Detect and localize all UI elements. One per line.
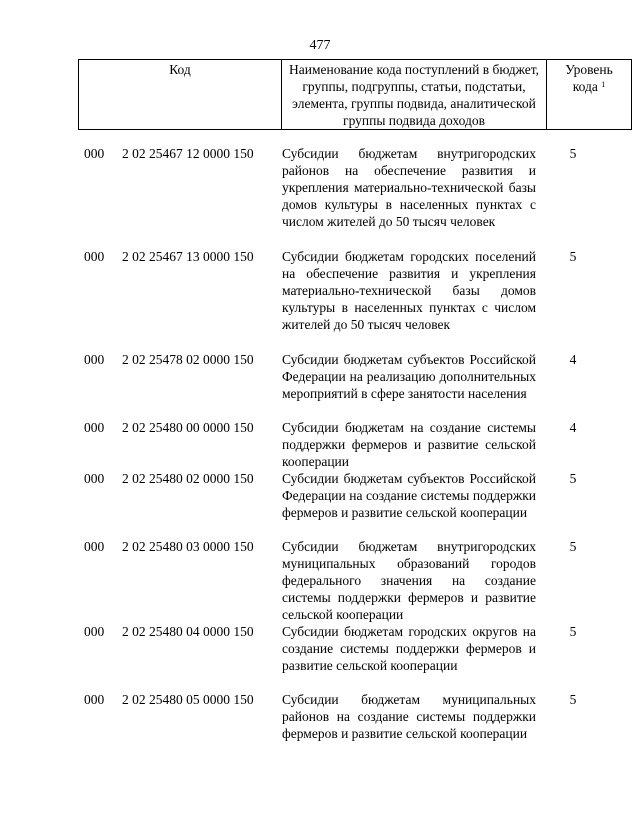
admin-code: 000: [84, 539, 105, 554]
code-level: 5: [569, 249, 577, 264]
income-name: Субсидии бюджетам городских округов на создание системы поддержки фермеров и развитие сельской кооперации: [282, 624, 536, 673]
table-row: [78, 623, 610, 691]
income-name: Субсидии бюджетам субъектов Российской Федерации на реализацию дополнительных мероприятий в сфере занятости населения: [282, 352, 536, 401]
table-row: [78, 419, 610, 470]
table-row: [78, 470, 610, 538]
admin-code: 000: [84, 471, 105, 486]
income-code: 2 02 25478 02 0000 150: [122, 352, 254, 367]
header-level: [547, 60, 632, 130]
admin-code: 000: [84, 692, 105, 707]
table-header: [78, 59, 632, 130]
income-name: Субсидии бюджетам городских поселений на обеспечение развития и укрепления материально-технической базы домов культуры в населенных пунктах с числом жителей до 50 тысяч человек: [282, 249, 536, 332]
code-level: 5: [569, 471, 577, 486]
code-level: 4: [569, 352, 577, 367]
income-name: Субсидии бюджетам внутригородских районов на обеспечение развития и укрепления материально-технической базы домов культуры в населенных пунктах с числом жителей до 50 тысяч человек: [282, 146, 536, 229]
table-row: [78, 145, 610, 248]
code-level: 5: [569, 146, 577, 161]
header-level-footnote: 1: [601, 80, 606, 89]
income-name: Субсидии бюджетам на создание системы поддержки фермеров и развитие сельской кооперации: [282, 420, 536, 469]
table-body: [78, 145, 610, 759]
admin-code: 000: [84, 249, 105, 264]
income-code: 2 02 25480 04 0000 150: [122, 624, 254, 639]
income-code: 2 02 25480 02 0000 150: [122, 471, 254, 486]
code-level: 5: [569, 692, 577, 707]
table-row: [78, 351, 610, 419]
admin-code: 000: [84, 420, 105, 435]
header-code: Код: [79, 60, 282, 130]
page-number: 477: [309, 38, 331, 53]
table-row: [78, 538, 610, 623]
code-level: 4: [569, 420, 577, 435]
code-level: 5: [569, 539, 577, 554]
header-level-label: Уровень кода: [565, 62, 613, 94]
code-level: 5: [569, 624, 577, 639]
admin-code: 000: [84, 352, 105, 367]
income-code: 2 02 25467 12 0000 150: [122, 146, 254, 161]
table-row: [78, 248, 610, 351]
admin-code: 000: [84, 624, 105, 639]
income-code: 2 02 25480 00 0000 150: [122, 420, 254, 435]
income-name: Субсидии бюджетам субъектов Российской Федерации на создание системы поддержки фермеров и развитие сельской кооперации: [282, 471, 536, 520]
header-name: Наименование кода поступлений в бюджет, группы, подгруппы, статьи, подстатьи, элемента, группы подвида, аналитической группы подвида доходов: [282, 60, 547, 130]
income-code: 2 02 25480 05 0000 150: [122, 692, 254, 707]
income-code: 2 02 25467 13 0000 150: [122, 249, 254, 264]
income-code: 2 02 25480 03 0000 150: [122, 539, 254, 554]
table-row: [78, 691, 610, 759]
admin-code: 000: [84, 146, 105, 161]
income-name: Субсидии бюджетам внутригородских муниципальных образований городов федерального значения на создание системы поддержки фермеров и развитие сельской кооперации: [282, 539, 536, 622]
income-name: Субсидии бюджетам муниципальных районов на создание системы поддержки фермеров и развитие сельской кооперации: [282, 692, 536, 741]
